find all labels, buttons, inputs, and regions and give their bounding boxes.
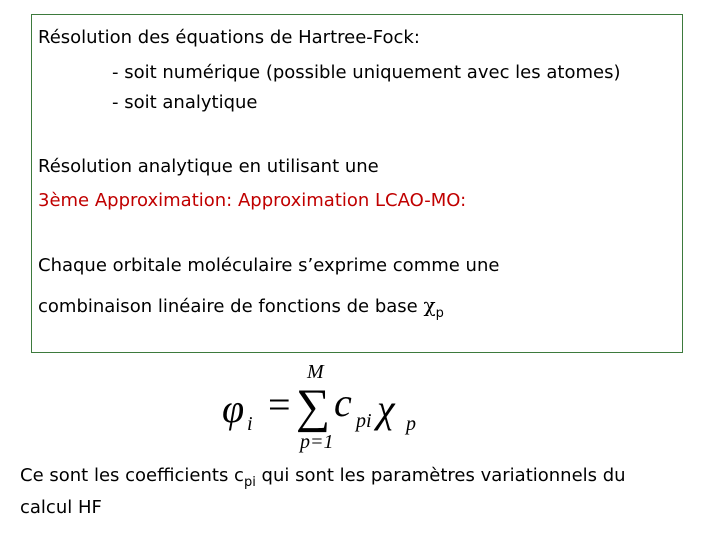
chi-symbol: χ [423,293,436,317]
formula-sum-symbol: ∑ [296,380,331,433]
lcao-formula [222,360,432,460]
formula-chi-subscript: p [406,413,416,435]
option-analytic: - soit analytique [112,92,258,113]
footer-line-2: calcul HF [20,497,102,518]
option-numeric: - soit numérique (possible uniquement avec les atomes) [112,62,621,83]
orbital-line-2-text: combinaison linéaire de fonctions de base [38,296,424,317]
formula-coefficient-subscript: pi [356,410,372,432]
footer-line-1-suffix: qui sont les paramètres variationnels du [255,465,626,486]
formula-equals: = [268,382,291,427]
orbital-line-1: Chaque orbitale moléculaire s’exprime comme une [38,255,500,276]
formula-upper-limit: M [307,361,324,383]
formula-chi: χ [377,386,395,431]
chi-subscript: p [435,306,444,321]
box-title: Résolution des équations de Hartree-Fock: [38,27,420,48]
formula-coefficient: c [334,380,352,425]
footer-line-1-prefix: Ce sont les coefficients c [20,465,244,486]
orbital-line-2 [38,294,444,325]
footer-coefficient-subscript: pi [243,475,256,490]
approximation-heading: 3ème Approximation: Approximation LCAO-MO: [38,190,467,211]
footer-line-1 [20,465,626,494]
formula-phi-subscript: i [247,413,253,435]
analytic-intro: Résolution analytique en utilisant une [38,156,379,177]
formula-phi: φ [222,386,245,431]
formula-lower-limit: p=1 [300,431,334,453]
